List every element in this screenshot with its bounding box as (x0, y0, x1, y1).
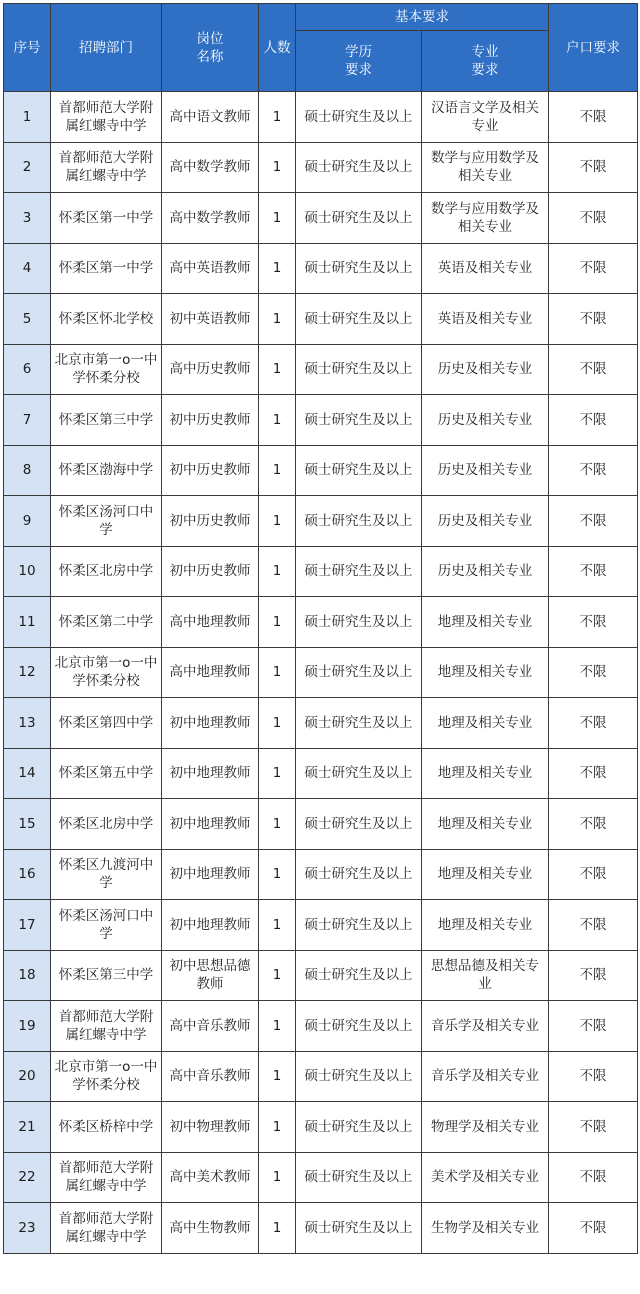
cell-count: 1 (259, 1001, 296, 1052)
cell-seq: 16 (4, 849, 51, 900)
cell-department: 怀柔区北房中学 (51, 799, 162, 850)
table-row (4, 1051, 638, 1102)
cell-position: 高中语文教师 (162, 92, 259, 143)
cell-seq: 6 (4, 344, 51, 395)
cell-hukou: 不限 (549, 1051, 638, 1102)
cell-education: 硕士研究生及以上 (296, 395, 422, 446)
cell-count: 1 (259, 1152, 296, 1203)
cell-department: 怀柔区九渡河中学 (51, 849, 162, 900)
header-count: 人数 (259, 4, 296, 92)
cell-major: 音乐学及相关专业 (422, 1051, 549, 1102)
cell-major: 生物学及相关专业 (422, 1203, 549, 1254)
cell-hukou: 不限 (549, 142, 638, 193)
cell-position: 初中地理教师 (162, 698, 259, 749)
cell-count: 1 (259, 344, 296, 395)
cell-seq: 9 (4, 496, 51, 547)
cell-education: 硕士研究生及以上 (296, 950, 422, 1001)
cell-seq: 11 (4, 597, 51, 648)
cell-seq: 12 (4, 647, 51, 698)
cell-count: 1 (259, 698, 296, 749)
cell-seq: 15 (4, 799, 51, 850)
table-row (4, 849, 638, 900)
cell-hukou: 不限 (549, 950, 638, 1001)
cell-seq: 1 (4, 92, 51, 143)
cell-count: 1 (259, 849, 296, 900)
cell-major: 美术学及相关专业 (422, 1152, 549, 1203)
cell-hukou: 不限 (549, 243, 638, 294)
cell-department: 北京市第一o一中学怀柔分校 (51, 344, 162, 395)
cell-department: 首都师范大学附属红螺寺中学 (51, 142, 162, 193)
cell-major: 地理及相关专业 (422, 900, 549, 951)
cell-count: 1 (259, 243, 296, 294)
cell-education: 硕士研究生及以上 (296, 193, 422, 244)
table-row (4, 1152, 638, 1203)
cell-major: 历史及相关专业 (422, 546, 549, 597)
cell-seq: 3 (4, 193, 51, 244)
cell-hukou: 不限 (549, 1203, 638, 1254)
cell-education: 硕士研究生及以上 (296, 1203, 422, 1254)
cell-hukou: 不限 (549, 496, 638, 547)
header-department: 招聘部门 (51, 4, 162, 92)
cell-hukou: 不限 (549, 1001, 638, 1052)
cell-department: 首都师范大学附属红螺寺中学 (51, 92, 162, 143)
cell-seq: 13 (4, 698, 51, 749)
cell-department: 怀柔区渤海中学 (51, 445, 162, 496)
table-header (4, 4, 638, 92)
table-row (4, 799, 638, 850)
cell-hukou: 不限 (549, 344, 638, 395)
cell-hukou: 不限 (549, 748, 638, 799)
cell-education: 硕士研究生及以上 (296, 1001, 422, 1052)
cell-position: 初中物理教师 (162, 1102, 259, 1153)
cell-count: 1 (259, 546, 296, 597)
table-row (4, 445, 638, 496)
cell-count: 1 (259, 1102, 296, 1153)
cell-position: 初中地理教师 (162, 849, 259, 900)
cell-count: 1 (259, 1051, 296, 1102)
cell-department: 怀柔区第三中学 (51, 395, 162, 446)
cell-education: 硕士研究生及以上 (296, 294, 422, 345)
table-row (4, 597, 638, 648)
cell-major: 英语及相关专业 (422, 294, 549, 345)
header-education: 学历 要求 (296, 31, 422, 92)
cell-seq: 18 (4, 950, 51, 1001)
cell-seq: 19 (4, 1001, 51, 1052)
cell-education: 硕士研究生及以上 (296, 698, 422, 749)
cell-major: 英语及相关专业 (422, 243, 549, 294)
cell-department: 北京市第一o一中学怀柔分校 (51, 647, 162, 698)
cell-position: 初中历史教师 (162, 395, 259, 446)
cell-hukou: 不限 (549, 799, 638, 850)
cell-seq: 8 (4, 445, 51, 496)
cell-major: 地理及相关专业 (422, 748, 549, 799)
cell-hukou: 不限 (549, 294, 638, 345)
cell-education: 硕士研究生及以上 (296, 1102, 422, 1153)
cell-major: 地理及相关专业 (422, 799, 549, 850)
cell-major: 地理及相关专业 (422, 849, 549, 900)
table-row (4, 395, 638, 446)
table-row (4, 950, 638, 1001)
table-row (4, 344, 638, 395)
cell-hukou: 不限 (549, 698, 638, 749)
cell-hukou: 不限 (549, 395, 638, 446)
cell-seq: 20 (4, 1051, 51, 1102)
cell-position: 初中地理教师 (162, 799, 259, 850)
header-seq: 序号 (4, 4, 51, 92)
cell-hukou: 不限 (549, 193, 638, 244)
cell-position: 初中地理教师 (162, 748, 259, 799)
cell-major: 历史及相关专业 (422, 496, 549, 547)
cell-department: 怀柔区汤河口中学 (51, 496, 162, 547)
table-row (4, 92, 638, 143)
cell-major: 物理学及相关专业 (422, 1102, 549, 1153)
cell-department: 怀柔区第三中学 (51, 950, 162, 1001)
cell-education: 硕士研究生及以上 (296, 748, 422, 799)
cell-seq: 4 (4, 243, 51, 294)
cell-count: 1 (259, 597, 296, 648)
cell-education: 硕士研究生及以上 (296, 900, 422, 951)
cell-department: 怀柔区汤河口中学 (51, 900, 162, 951)
cell-seq: 14 (4, 748, 51, 799)
cell-education: 硕士研究生及以上 (296, 1051, 422, 1102)
cell-major: 地理及相关专业 (422, 597, 549, 648)
cell-position: 高中音乐教师 (162, 1051, 259, 1102)
cell-education: 硕士研究生及以上 (296, 1152, 422, 1203)
cell-position: 高中数学教师 (162, 193, 259, 244)
cell-education: 硕士研究生及以上 (296, 647, 422, 698)
cell-count: 1 (259, 294, 296, 345)
table-row (4, 496, 638, 547)
cell-education: 硕士研究生及以上 (296, 445, 422, 496)
cell-seq: 17 (4, 900, 51, 951)
cell-major: 思想品德及相关专业 (422, 950, 549, 1001)
cell-department: 首都师范大学附属红螺寺中学 (51, 1152, 162, 1203)
cell-department: 怀柔区北房中学 (51, 546, 162, 597)
cell-seq: 22 (4, 1152, 51, 1203)
header-row-top (4, 4, 638, 31)
cell-major: 音乐学及相关专业 (422, 1001, 549, 1052)
cell-count: 1 (259, 748, 296, 799)
cell-hukou: 不限 (549, 546, 638, 597)
cell-department: 首都师范大学附属红螺寺中学 (51, 1001, 162, 1052)
cell-hukou: 不限 (549, 445, 638, 496)
cell-count: 1 (259, 496, 296, 547)
cell-seq: 2 (4, 142, 51, 193)
cell-position: 高中地理教师 (162, 647, 259, 698)
table-row (4, 748, 638, 799)
cell-count: 1 (259, 1203, 296, 1254)
cell-major: 地理及相关专业 (422, 698, 549, 749)
table-row (4, 294, 638, 345)
cell-department: 怀柔区第五中学 (51, 748, 162, 799)
cell-hukou: 不限 (549, 597, 638, 648)
cell-education: 硕士研究生及以上 (296, 142, 422, 193)
cell-count: 1 (259, 92, 296, 143)
cell-major: 数学与应用数学及相关专业 (422, 142, 549, 193)
header-position: 岗位 名称 (162, 4, 259, 92)
cell-position: 初中思想品德教师 (162, 950, 259, 1001)
cell-major: 汉语言文学及相关专业 (422, 92, 549, 143)
table-row (4, 698, 638, 749)
cell-position: 高中美术教师 (162, 1152, 259, 1203)
cell-position: 初中历史教师 (162, 445, 259, 496)
header-hukou: 户口要求 (549, 4, 638, 92)
cell-education: 硕士研究生及以上 (296, 597, 422, 648)
table-row (4, 1203, 638, 1254)
cell-department: 首都师范大学附属红螺寺中学 (51, 1203, 162, 1254)
header-major: 专业 要求 (422, 31, 549, 92)
table-row (4, 243, 638, 294)
cell-position: 高中地理教师 (162, 597, 259, 648)
cell-seq: 5 (4, 294, 51, 345)
cell-department: 怀柔区第四中学 (51, 698, 162, 749)
table-row (4, 647, 638, 698)
cell-major: 历史及相关专业 (422, 395, 549, 446)
table-row (4, 142, 638, 193)
cell-major: 历史及相关专业 (422, 445, 549, 496)
cell-hukou: 不限 (549, 647, 638, 698)
cell-major: 历史及相关专业 (422, 344, 549, 395)
cell-department: 北京市第一o一中学怀柔分校 (51, 1051, 162, 1102)
cell-major: 地理及相关专业 (422, 647, 549, 698)
table-row (4, 193, 638, 244)
cell-education: 硕士研究生及以上 (296, 496, 422, 547)
cell-position: 初中地理教师 (162, 900, 259, 951)
cell-position: 高中数学教师 (162, 142, 259, 193)
cell-position: 初中英语教师 (162, 294, 259, 345)
cell-seq: 23 (4, 1203, 51, 1254)
cell-count: 1 (259, 950, 296, 1001)
cell-seq: 7 (4, 395, 51, 446)
cell-hukou: 不限 (549, 1152, 638, 1203)
table-row (4, 546, 638, 597)
table-body (4, 92, 638, 1254)
cell-education: 硕士研究生及以上 (296, 849, 422, 900)
cell-education: 硕士研究生及以上 (296, 546, 422, 597)
cell-education: 硕士研究生及以上 (296, 344, 422, 395)
cell-hukou: 不限 (549, 900, 638, 951)
header-basic-requirements: 基本要求 (296, 4, 549, 31)
cell-position: 高中英语教师 (162, 243, 259, 294)
cell-position: 初中历史教师 (162, 546, 259, 597)
cell-department: 怀柔区桥梓中学 (51, 1102, 162, 1153)
cell-department: 怀柔区第二中学 (51, 597, 162, 648)
cell-department: 怀柔区怀北学校 (51, 294, 162, 345)
cell-major: 数学与应用数学及相关专业 (422, 193, 549, 244)
cell-seq: 21 (4, 1102, 51, 1153)
table-row (4, 1001, 638, 1052)
cell-count: 1 (259, 900, 296, 951)
table-row (4, 1102, 638, 1153)
cell-education: 硕士研究生及以上 (296, 92, 422, 143)
cell-count: 1 (259, 142, 296, 193)
cell-hukou: 不限 (549, 849, 638, 900)
cell-education: 硕士研究生及以上 (296, 799, 422, 850)
cell-count: 1 (259, 395, 296, 446)
cell-position: 初中历史教师 (162, 496, 259, 547)
cell-education: 硕士研究生及以上 (296, 243, 422, 294)
cell-hukou: 不限 (549, 92, 638, 143)
cell-position: 高中音乐教师 (162, 1001, 259, 1052)
cell-count: 1 (259, 647, 296, 698)
cell-position: 高中生物教师 (162, 1203, 259, 1254)
cell-hukou: 不限 (549, 1102, 638, 1153)
cell-count: 1 (259, 193, 296, 244)
cell-department: 怀柔区第一中学 (51, 243, 162, 294)
cell-count: 1 (259, 445, 296, 496)
cell-seq: 10 (4, 546, 51, 597)
recruitment-table (3, 3, 638, 1254)
cell-department: 怀柔区第一中学 (51, 193, 162, 244)
cell-count: 1 (259, 799, 296, 850)
table-row (4, 900, 638, 951)
cell-position: 高中历史教师 (162, 344, 259, 395)
